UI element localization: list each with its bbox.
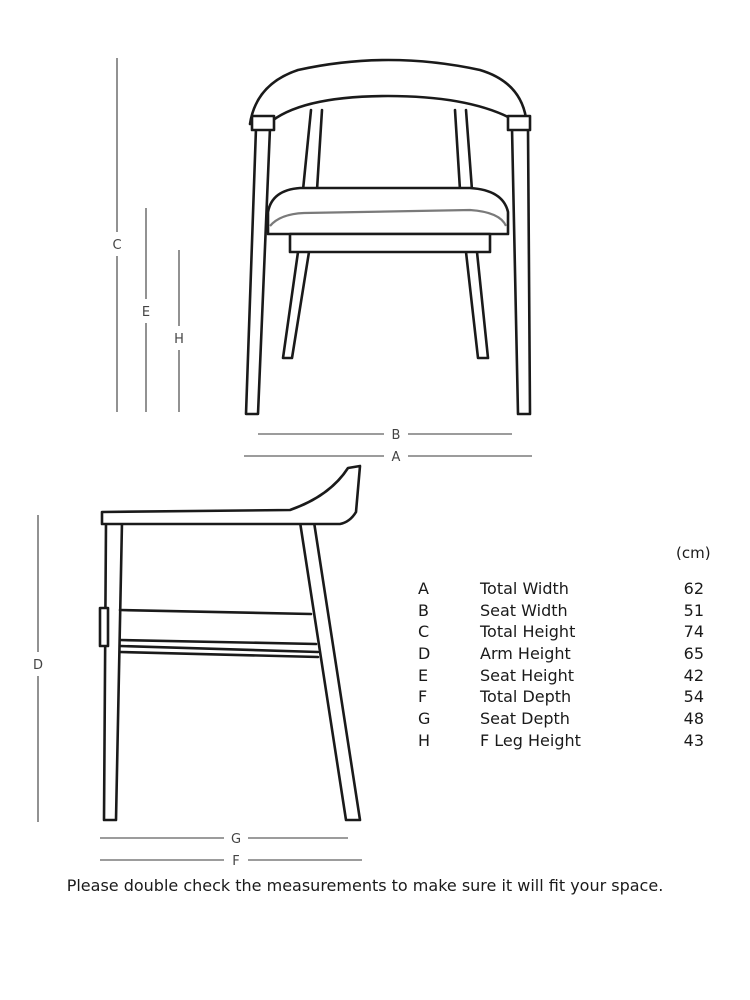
measurement-letter: G bbox=[418, 709, 431, 729]
dim-label-a: A bbox=[391, 450, 401, 465]
dim-label-e: E bbox=[141, 305, 151, 320]
measurement-row bbox=[418, 621, 718, 643]
side-seat-frame bbox=[120, 610, 316, 644]
measurement-value: 43 bbox=[683, 730, 704, 750]
front-left-back-leg bbox=[283, 252, 309, 358]
unit-label: (cm) bbox=[676, 544, 711, 562]
measurement-name: Arm Height bbox=[480, 644, 571, 664]
dim-label-c: C bbox=[112, 238, 122, 253]
dim-label-h: H bbox=[174, 332, 184, 347]
measurement-row bbox=[418, 578, 718, 600]
dim-label-d: D bbox=[32, 658, 44, 673]
side-front-leg bbox=[104, 522, 122, 820]
front-left-arm-cap bbox=[252, 116, 274, 130]
measurement-table bbox=[418, 578, 718, 752]
measurement-value: 62 bbox=[683, 579, 704, 598]
measurement-letter: C bbox=[418, 622, 430, 642]
measurement-name: Seat Width bbox=[480, 600, 568, 620]
measurement-name: Seat Height bbox=[480, 665, 575, 685]
measurement-name: Seat Depth bbox=[480, 709, 570, 729]
fit-disclaimer: Please double check the measurements to make sure it will fit your space. bbox=[66, 876, 664, 895]
measurement-name: Total Depth bbox=[480, 687, 572, 707]
chair-front-view bbox=[246, 60, 530, 414]
measurement-letter: F bbox=[418, 687, 428, 707]
measurement-row bbox=[418, 730, 718, 752]
front-right-post bbox=[455, 110, 472, 190]
front-seat-apron bbox=[290, 234, 490, 252]
measurement-name: Total Height bbox=[480, 622, 576, 642]
front-right-front-leg bbox=[512, 128, 530, 414]
measurement-value: 65 bbox=[683, 644, 704, 664]
measurement-name: F Leg Height bbox=[480, 730, 581, 750]
chair-side-view bbox=[100, 466, 360, 820]
front-backrest-rail bbox=[250, 60, 526, 124]
front-right-arm-cap bbox=[508, 116, 530, 130]
measurement-letter: A bbox=[418, 579, 429, 598]
measurement-value: 74 bbox=[683, 622, 704, 642]
dim-label-f: F bbox=[232, 854, 240, 869]
measurement-name: Total Width bbox=[480, 579, 569, 598]
measurement-row bbox=[418, 708, 718, 730]
dim-label-g: G bbox=[230, 832, 242, 847]
measurement-row bbox=[418, 643, 718, 665]
side-armrest bbox=[102, 466, 360, 524]
front-right-back-leg bbox=[466, 252, 488, 358]
side-back-leg bbox=[300, 522, 360, 820]
measurement-letter: D bbox=[418, 644, 431, 664]
measurement-value: 42 bbox=[683, 665, 704, 685]
measurement-value: 51 bbox=[683, 600, 704, 620]
measurement-row bbox=[418, 686, 718, 708]
side-seat-front-edge bbox=[100, 608, 108, 646]
measurement-letter: H bbox=[418, 730, 431, 750]
measurement-row bbox=[418, 600, 718, 622]
side-stretcher bbox=[120, 646, 318, 657]
measurement-letter: B bbox=[418, 600, 429, 620]
measurement-row bbox=[418, 665, 718, 687]
measurement-letter: E bbox=[418, 665, 429, 685]
front-left-post bbox=[303, 110, 322, 190]
measurement-value: 48 bbox=[683, 709, 704, 729]
front-left-front-leg bbox=[246, 128, 270, 414]
measurement-value: 54 bbox=[683, 687, 704, 707]
dim-label-b: B bbox=[391, 428, 401, 443]
